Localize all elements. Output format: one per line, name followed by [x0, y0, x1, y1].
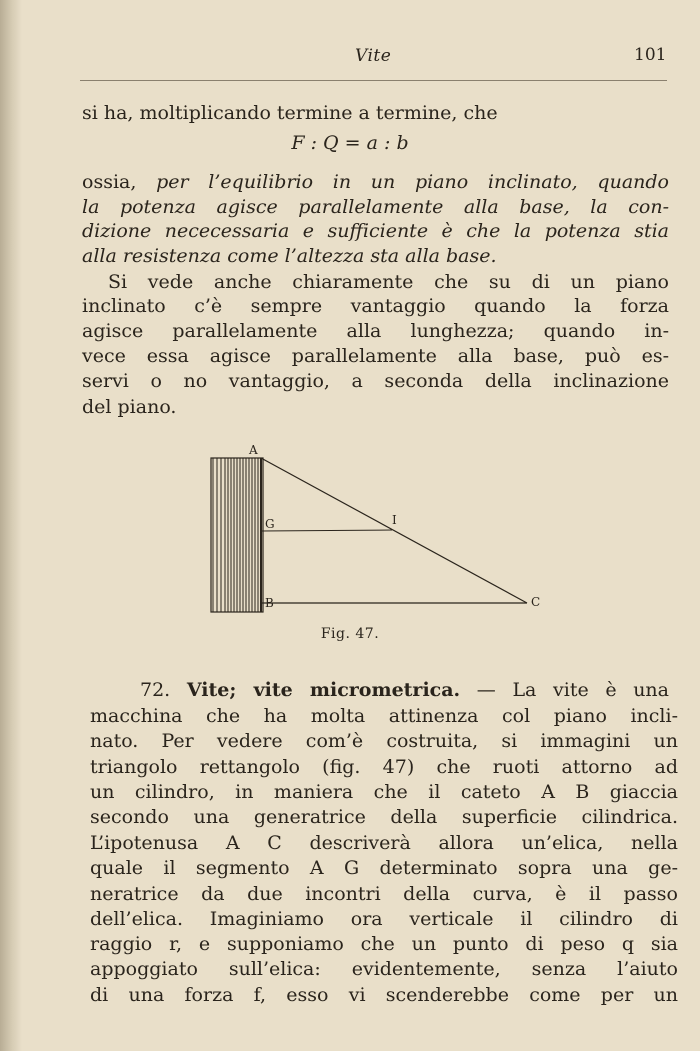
section-line: un cilindro, in maniera che il cateto A B giaccia — [90, 781, 678, 803]
label-A: A — [249, 443, 258, 457]
segment-GI — [261, 530, 392, 531]
section-line: L’ipotenusa A C descriverà allora un’elica, nella — [90, 832, 678, 854]
italic-line-4: alla resistenza come l’altezza sta alla base. — [82, 245, 497, 267]
paragraph-line: vece essa agisce parallelamente alla base, può es- — [82, 345, 669, 367]
section-line: macchina che ha molta attinenza col piano incli- — [90, 705, 678, 727]
italic-statement: per l’equilibrio in un piano inclinato, quando — [156, 171, 669, 193]
paragraph-line: servi o no vantaggio, a seconda della inclinazione — [82, 370, 669, 392]
inclined-plane-figure — [205, 440, 565, 630]
section-line: secondo una generatrice della superficie cilindrica. — [90, 806, 678, 828]
section-line: triangolo rettangolo (fig. 47) che ruoti attorno ad — [90, 756, 678, 778]
section-first-line — [140, 678, 669, 702]
section-line: quale il segmento A G determinato sopra una ge- — [90, 857, 678, 879]
page-number: 101 — [634, 45, 667, 65]
italic-line-3: dizione nececessaria e sufficiente è che la potenza stia — [82, 220, 669, 242]
section-line: dell’elica. Imaginiamo ora verticale il cilindro di — [90, 908, 678, 930]
section-number: 72. — [140, 679, 171, 701]
text-line: si ha, moltiplicando termine a termine, che — [82, 102, 498, 124]
italic-line-1 — [82, 170, 669, 194]
label-I: I — [392, 513, 397, 527]
cylinder-hatching — [213, 458, 261, 612]
lead-word: ossia, — [82, 171, 137, 193]
paragraph-line: Si vede anche chiaramente che su di un piano — [108, 271, 669, 293]
section-line: neratrice da due incontri della curva, è il passo — [90, 883, 678, 905]
paragraph-line: agisce parallelamente alla lunghezza; quando in- — [82, 320, 669, 342]
label-B: B — [265, 596, 274, 610]
running-header-title: Vite — [355, 46, 392, 66]
italic-line-2: la potenza agisce parallelamente alla base, la con- — [82, 196, 669, 218]
section-line: raggio r, e supponiamo che un punto di peso q sia — [90, 933, 678, 955]
section-dash: — — [476, 679, 496, 701]
figure-caption: Fig. 47. — [320, 626, 380, 642]
label-G: G — [265, 517, 275, 531]
section-line: di una forza f, esso vi scenderebbe come per un — [90, 984, 678, 1006]
label-C: C — [531, 595, 541, 609]
paragraph-line: inclinato c’è sempre vantaggio quando la forza — [82, 295, 669, 317]
header-rule — [80, 80, 667, 81]
paragraph-line: del piano. — [82, 396, 177, 418]
section-line: appoggiato sull’elica: evidentemente, senza l’aiuto — [90, 958, 678, 980]
section-first-line-text: La vite è una — [512, 679, 669, 701]
section-heading: Vite; vite micrometrica. — [186, 679, 461, 701]
section-line: nato. Per vedere com’è costruita, si immagini un — [90, 730, 678, 752]
equation: F : Q = a : b — [291, 132, 409, 154]
